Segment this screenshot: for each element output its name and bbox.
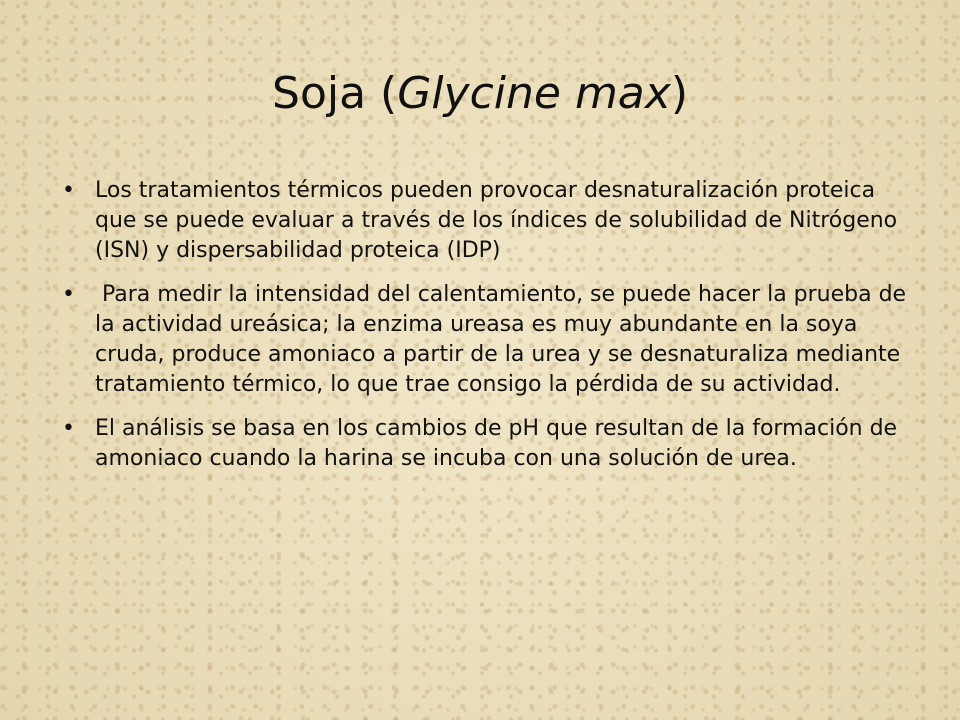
title-suffix: ) — [670, 68, 688, 119]
bullet-item — [60, 414, 920, 474]
bullet-text: El análisis se basa en los cambios de pH que resultan de la formación de amoniaco cuando la harina se incuba con una solución de urea. — [95, 416, 898, 471]
bullet-item — [60, 280, 920, 400]
bullet-dot-icon: • — [62, 282, 75, 307]
bullet-text: Los tratamientos térmicos pueden provocar desnaturalización proteica que se puede evaluar a través de los índices de solubilidad de Nitrógeno (ISN) y dispersabilidad proteica (IDP) — [95, 178, 898, 263]
bullet-list — [60, 176, 920, 488]
slide-title — [0, 66, 960, 122]
bullet-text: Para medir la intensidad del calentamiento, se puede hacer la prueba de la actividad ureásica; la enzima ureasa es muy abundante en la soya cruda, produce amoniaco a partir de la urea y se desnaturaliza mediante tratamiento térmico, lo que trae consigo la pérdida de su actividad. — [95, 282, 914, 397]
title-prefix: Soja ( — [272, 68, 398, 119]
bullet-item — [60, 176, 920, 266]
bullet-dot-icon: • — [62, 416, 75, 441]
bullet-dot-icon: • — [62, 178, 75, 203]
title-species: Glycine max — [397, 68, 671, 119]
